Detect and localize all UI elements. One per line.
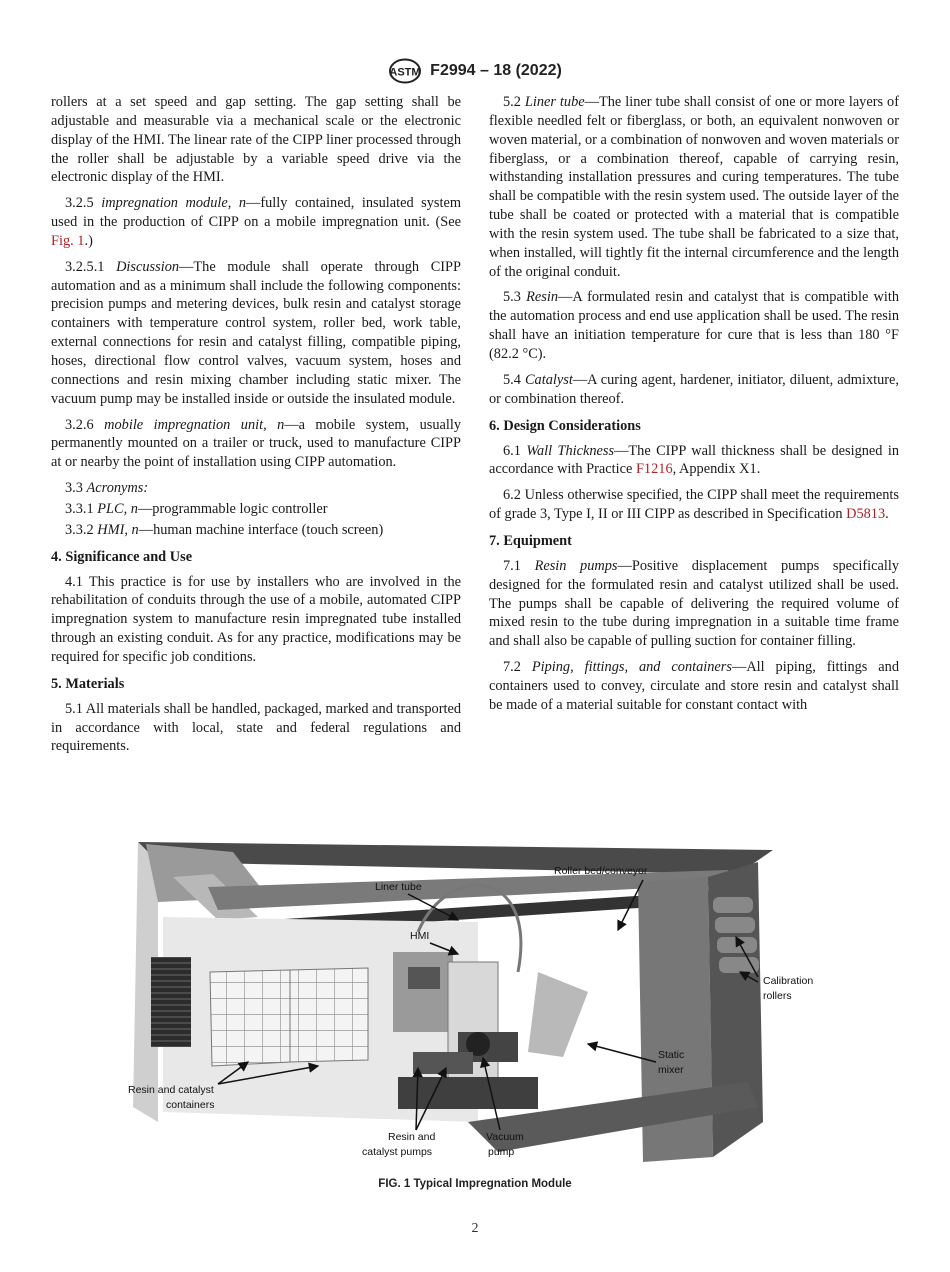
page-number: 2 — [471, 1221, 479, 1236]
callout-calibration-line2: rollers — [763, 990, 792, 1002]
module-drawing — [133, 842, 773, 1162]
f1216-link[interactable]: F1216 — [635, 461, 673, 478]
callout-static-line1: Static — [658, 1049, 685, 1061]
vent-grille — [151, 957, 191, 1047]
paragraph-5-4: 5.4 Catalyst—A curing agent, hardener, initiator, diluent, admixture, or combination thereof. — [489, 371, 900, 407]
impregnation-module-figure — [118, 822, 814, 1170]
callout-calibration-line1: Calibration — [763, 975, 814, 987]
paragraph-roller-continued: rollers at a set speed and gap setting. The gap setting shall be adjustable and measurable via a mechanical scale or the electronic display of the HMI. The linear rate of the CIPP liner processed through the roller shall be adjustable by a variable speed drive via the electronic display of the HMI. — [51, 94, 461, 186]
paragraph-5-2: 5.2 Liner tube—The liner tube shall consist of one or more layers of flexible needled felt or fiberglass, or both, an equivalent nonwoven or woven material, or a combination of nonwoven and woven materials or fiberglass, or a combination thereof, capable of carrying resin, withstanding installation pressures and curing temperatures. The tube shall be compatible with the resin system used. The outside layer of the tube shall be coated or protected with a material that is compatible with the resin system used. The tube shall be fabricated to a size that, when installed, will tightly fit the internal circumference and the length of the original conduit. — [489, 94, 899, 280]
lower-manifold — [398, 1077, 538, 1109]
paragraph-5-1: 5.1 All materials shall be handled, packaged, marked and transported in accordance with local, state and federal regulations and requirements. — [51, 700, 461, 755]
section-heading-design: 6. Design Considerations — [489, 417, 641, 434]
callout-liner-tube: Liner tube — [375, 881, 422, 893]
callout-roller-bed: Roller bed/conveyor — [554, 865, 648, 877]
resin-catalyst-pumps — [413, 1052, 473, 1074]
container-1 — [210, 970, 290, 1066]
paragraph-6-1: 6.1 Wall Thickness—The CIPP wall thickness shall be designed in accordance with Practice F1216, Appendix X1. — [489, 442, 899, 478]
callout-hmi: HMI — [410, 930, 430, 942]
callout-vacuum-line2: pump — [488, 1146, 515, 1158]
right-column — [489, 93, 899, 722]
paragraph-7-1: 7.1 Resin pumps—Positive displacement pumps specifically designed for the formulated resin and catalyst utilized shall be used. The pumps shall be capable of delivering the required volume of mixed resin to the tube during impregnation in a suitable time frame and shall also be capable of pulling suction for container filling. — [489, 557, 899, 650]
static-mixer-housing — [528, 972, 588, 1057]
callout-pumps-line1: Resin and — [388, 1131, 436, 1143]
paragraph-6-2: 6.2 Unless otherwise specified, the CIPP shall meet the requirements of grade 3, Type I, II or III CIPP as described in Specification D5813. — [489, 487, 899, 523]
left-column — [51, 93, 461, 763]
d5813-link[interactable]: D5813 — [846, 506, 886, 523]
callout-containers-line2: containers — [166, 1099, 215, 1111]
logo-text: ASTM — [389, 66, 421, 79]
paragraph-5-3: 5.3 Resin—A formulated resin and catalyst that is compatible with the automation process and end use application shall be used. The resin shall have an initiation temperature for cure that is less than 180 °F (82.2 °C). — [489, 289, 899, 362]
callout-pumps-line2: catalyst pumps — [362, 1146, 433, 1158]
section-heading-significance: 4. Significance and Use — [51, 548, 193, 565]
acronym-hmi: 3.3.2 HMI, n—human machine interface (touch screen) — [65, 521, 384, 538]
page-header — [0, 56, 950, 86]
paragraph-4-1: 4.1 This practice is for use by installers who are involved in the rehabilitation of conduits through the use of a mobile, automated CIPP impregnation system to manufacture resin impregnated tube installed through an existing conduit. As for any practice, modifications may be required for specific job conditions. — [51, 573, 461, 665]
discussion-impregnation-module: 3.2.5.1 Discussion—The module shall operate through CIPP automation and as a minimum shall include the following components: precision pumps and metering devices, bulk resin and catalyst storage containers with temperature control system, roller bed, work table, external connections for resin and catalyst filling, compatible piping, hoses, directional flow control valves, vacuum system, hoses and connections and resin mixing chamber including static mixer. The vacuum pump may be installed inside or outside the insulated module. — [51, 258, 461, 407]
acronyms-heading: 3.3 Acronyms: — [65, 480, 149, 497]
astm-logo-icon — [388, 58, 422, 84]
definition-impregnation-module: 3.2.5 impregnation module, n—fully contained, insulated system used in the production of CIPP on a mobile impregnation unit. (See Fig. 1.) — [51, 195, 461, 249]
container-2 — [290, 968, 368, 1062]
acronym-plc: 3.3.1 PLC, n—programmable logic controller — [65, 500, 328, 517]
hmi-panel — [393, 952, 453, 1032]
paragraph-7-2: 7.2 Piping, fittings, and containers—All piping, fittings and containers used to convey, circulate and store resin and catalyst shall be made of a material suitable for constant contact with — [489, 659, 899, 713]
section-heading-materials: 5. Materials — [51, 675, 125, 692]
document-id: F2994 – 18 (2022) — [430, 62, 562, 79]
callout-containers-line1: Resin and catalyst — [128, 1084, 214, 1096]
callout-static-line2: mixer — [658, 1064, 684, 1076]
figure-caption: FIG. 1 Typical Impregnation Module — [378, 1178, 572, 1190]
section-heading-equipment: 7. Equipment — [489, 532, 572, 549]
definition-mobile-unit: 3.2.6 mobile impregnation unit, n—a mobile system, usually permanently mounted on a trailer or truck, used to manufacture CIPP at or nearby the point of installation using CIPP automation. — [51, 416, 461, 471]
callout-vacuum-line1: Vacuum — [486, 1131, 524, 1143]
fig-1-link[interactable]: Fig. 1 — [51, 232, 85, 249]
hmi-screen — [408, 967, 440, 989]
